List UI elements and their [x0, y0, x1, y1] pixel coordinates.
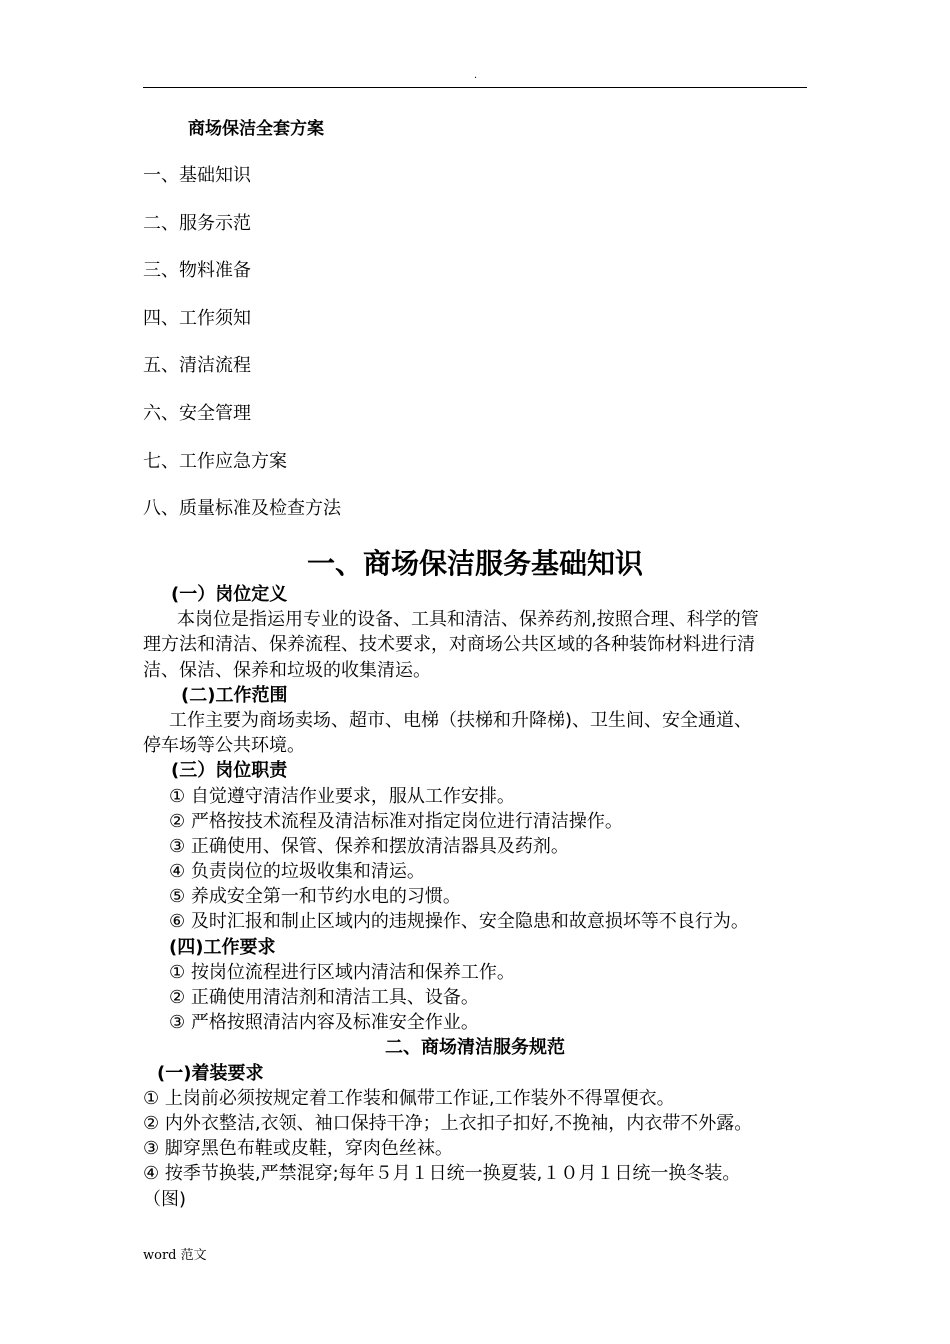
list-item: ② 正确使用清洁剂和清洁工具、设备。 — [169, 987, 479, 1008]
list-item: ⑤ 养成安全第一和节约水电的习惯。 — [169, 886, 461, 908]
header-mark: . — [474, 70, 478, 81]
document-body — [143, 582, 807, 1212]
figure-placeholder: （图) — [143, 1188, 187, 1210]
toc-item: 四、工作须知 — [143, 307, 251, 329]
list-item: ① 上岗前必须按规定着工作装和佩带工作证,工作装外不得罩便衣。 — [143, 1087, 675, 1109]
toc-item: 六、安全管理 — [143, 402, 251, 424]
list-item: ④ 负责岗位的垃圾收集和清运。 — [169, 861, 425, 883]
paragraph-line: 本岗位是指运用专业的设备、工具和清洁、保养药剂,按照合理、科学的管 — [177, 609, 759, 631]
table-of-contents — [143, 165, 341, 546]
toc-item: 三、物料准备 — [143, 260, 251, 282]
subheading-post-definition: (一）岗位定义 — [171, 584, 288, 605]
footer-label: word 范文 — [143, 1248, 207, 1263]
list-item: ⑥ 及时汇报和制止区域内的违规操作、安全隐患和故意损坏等不良行为。 — [169, 911, 749, 933]
toc-item: 一、基础知识 — [143, 165, 251, 186]
list-item: ③ 严格按照清洁内容及标准安全作业。 — [169, 1012, 479, 1034]
list-item: ① 自觉遵守清洁作业要求，服从工作安排。 — [169, 785, 515, 807]
paragraph-line: 理方法和清洁、保养流程、技术要求，对商场公共区域的各种装饰材料进行清 — [143, 634, 755, 656]
section-heading-basics: 一、商场保洁服务基础知识 — [306, 547, 643, 580]
subheading-work-requirements: (四)工作要求 — [169, 936, 276, 958]
toc-item: 八、质量标准及检查方法 — [143, 498, 341, 520]
list-item: ③ 正确使用、保管、保养和摆放清洁器具及药剂。 — [169, 835, 569, 857]
toc-item: 七、工作应急方案 — [143, 450, 287, 472]
subheading-work-scope: (二)工作范围 — [181, 684, 288, 706]
section-heading-service-norms: 二、商场清洁服务规范 — [385, 1037, 565, 1059]
paragraph-line: 工作主要为商场卖场、超市、电梯（扶梯和升降梯)、卫生间、安全通道、 — [169, 709, 753, 731]
paragraph-line: 停车场等公共环境。 — [143, 735, 305, 757]
toc-item: 二、服务示范 — [143, 212, 251, 234]
subheading-dress-code: (一)着装要求 — [157, 1062, 264, 1084]
toc-item: 五、清洁流程 — [143, 355, 251, 377]
list-item: ④ 按季节换装,严禁混穿;每年５月１日统一换夏装,１０月１日统一换冬装。 — [143, 1163, 741, 1185]
list-item: ③ 脚穿黑色布鞋或皮鞋，穿肉色丝袜。 — [143, 1138, 453, 1160]
paragraph-line: 洁、保洁、保养和垃圾的收集清运。 — [143, 659, 431, 681]
list-item: ② 内外衣整洁,衣领、袖口保持干净；上衣扣子扣好,不挽袖，内衣带不外露。 — [143, 1112, 753, 1134]
list-item: ② 严格按技术流程及清洁标准对指定岗位进行清洁操作。 — [169, 810, 623, 832]
list-item: ① 按岗位流程进行区域内清洁和保养工作。 — [169, 961, 515, 983]
header-rule — [143, 87, 807, 88]
document-title: 商场保洁全套方案 — [188, 119, 324, 139]
subheading-duties: (三）岗位职责 — [171, 760, 288, 782]
